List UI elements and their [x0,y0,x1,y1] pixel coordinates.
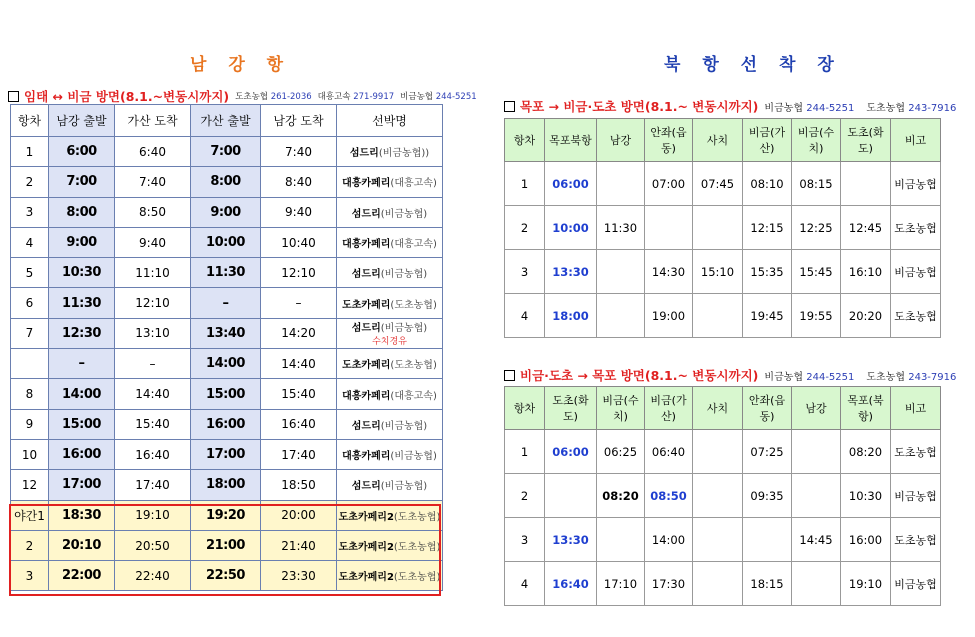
ship-operator: (대흥고속) [390,239,437,251]
header-cell: 도초(화도) [545,387,597,430]
table-row [505,294,941,338]
cell-c3: 13:40 [191,318,261,348]
ship-name: 도초카페리 [342,360,391,372]
cell-c2: 9:40 [115,227,191,257]
table-row [11,439,443,469]
table-row [505,474,941,518]
table-row [11,227,443,257]
table-row [505,250,941,294]
cell-c4: 14:20 [261,318,337,348]
bigeum-to-mokpo-table [504,386,941,606]
header-cell: 안좌(읍동) [645,119,693,162]
cell-c3: 22:50 [191,561,261,591]
cell-c3: 18:00 [191,470,261,500]
right-route-header-2 [504,366,956,384]
cell-c4: 23:30 [261,561,337,591]
cell-c2: 20:50 [115,530,191,560]
contact-bigeum: 비금농협 244-5251 [764,371,855,383]
table-row [11,349,443,379]
ship-operator: (대흥고속) [390,390,437,402]
ship-operator: (비금농협) [380,269,428,281]
ship-name: 도초카페리 [342,299,391,311]
cell-ship [337,379,443,409]
cell-c4: 8:40 [261,167,337,197]
table-cell: 07:45 [693,162,743,206]
header-ship-name: 선박명 [337,105,443,137]
table-cell: 06:00 [545,162,597,206]
table-cell [545,474,597,518]
header-voyage: 항차 [11,105,49,137]
contact-bigeum: 비금농협 244-5251 [764,102,855,114]
cell-c1: 15:00 [49,409,115,439]
table-cell [645,206,693,250]
cell-c4: 18:50 [261,470,337,500]
header-cell: 사치 [693,119,743,162]
table-cell [597,250,645,294]
contact-docho: 도초농협 243-7916 [866,102,957,114]
cell-no: 7 [11,318,49,348]
table-cell: 10:00 [545,206,597,250]
cell-c3: 21:00 [191,530,261,560]
header-cell: 사치 [693,387,743,430]
cell-no: 1 [11,137,49,167]
ship-operator: (비금농협) [380,420,428,432]
header-cell: 비금(가산) [645,387,693,430]
table-cell: 3 [505,250,545,294]
cell-ship [337,258,443,288]
cell-c3: 16:00 [191,409,261,439]
cell-c3: 8:00 [191,167,261,197]
left-page-title: 남 강 항 [190,55,292,75]
cell-c4: 21:40 [261,530,337,560]
cell-c2: 14:40 [115,379,191,409]
table-row [11,167,443,197]
cell-c4: 20:00 [261,500,337,530]
cell-ship [337,439,443,469]
table-cell: 08:20 [597,474,645,518]
ship-operator: (도초농협) [390,299,437,311]
ship-operator: (도초농협) [393,542,441,553]
table-cell: 1 [505,430,545,474]
cell-c2: 17:40 [115,470,191,500]
table-cell: 12:15 [743,206,792,250]
contact-doncho: 도초농협 261-2036 [235,92,312,102]
table-cell: 11:30 [597,206,645,250]
table-cell [597,294,645,338]
cell-c1: 11:30 [49,288,115,318]
ship-name: 섬드리 [351,208,381,220]
ship-name: 대흥카페리 [342,239,391,251]
ship-operator: (비금농협) [380,323,428,335]
table-cell: 17:30 [645,562,693,606]
table-cell: 18:15 [743,562,792,606]
table-row [11,137,443,167]
header-cell: 남강 [597,119,645,162]
table-cell [841,162,891,206]
table-cell: 12:45 [841,206,891,250]
checkbox-square-icon [8,91,19,102]
table-cell: 1 [505,162,545,206]
ship-name: 도초카페리2 [338,542,394,553]
ship-name: 대흥카페리 [342,390,391,402]
cell-c2: 7:40 [115,167,191,197]
cell-no: 3 [11,197,49,227]
table-cell [693,430,743,474]
table-row [505,518,941,562]
table-cell: 19:45 [743,294,792,338]
cell-c2: 13:10 [115,318,191,348]
ship-operator: (비금농협) [380,208,428,220]
header-gasan-arrive: 가산 도착 [115,105,191,137]
table-cell: 19:55 [792,294,841,338]
table-header-row [11,105,443,137]
contact-bigeum: 비금농협 244-5251 [400,92,477,102]
table-row [11,530,443,560]
table-cell: 비금농협 [891,162,941,206]
table-cell: 08:50 [645,474,693,518]
table-row [11,500,443,530]
table-cell: 06:25 [597,430,645,474]
cell-no: 2 [11,167,49,197]
cell-c4: 17:40 [261,439,337,469]
table-cell: 13:30 [545,250,597,294]
table-cell [792,562,841,606]
ship-name: 도초카페리2 [338,511,394,523]
table-cell: 4 [505,294,545,338]
header-cell: 도초(화도) [841,119,891,162]
table-row [505,562,941,606]
table-cell: 14:00 [645,518,693,562]
cell-c1: 6:00 [49,137,115,167]
table-cell: 13:30 [545,518,597,562]
cell-c3: – [191,288,261,318]
table-cell: 도초농협 [891,430,941,474]
cell-c2: 11:10 [115,258,191,288]
cell-ship [337,349,443,379]
right-route-label-1: 목포 → 비금·도초 방면(8.1.~ 변동시까지) [520,99,759,114]
cell-c1: 7:00 [49,167,115,197]
left-route-label: 임태 ↔ 비금 방면(8.1.~변동시까지) [24,89,230,104]
header-cell: 비고 [891,387,941,430]
cell-ship [337,530,443,560]
cell-c1: 22:00 [49,561,115,591]
cell-c3: 10:00 [191,227,261,257]
contact-docho: 도초농협 243-7916 [866,371,957,383]
cell-c3: 11:30 [191,258,261,288]
ship-name: 대흥카페리 [342,178,391,190]
header-cell: 비금(가산) [743,119,792,162]
ship-operator: (비금농협) [380,481,428,493]
table-cell: 도초농협 [891,518,941,562]
cell-no: 3 [11,561,49,591]
table-cell [693,518,743,562]
cell-c1: 8:00 [49,197,115,227]
table-cell: 06:40 [645,430,693,474]
table-cell: 19:00 [645,294,693,338]
header-cell: 안좌(읍동) [743,387,792,430]
table-cell: 14:45 [792,518,841,562]
table-cell: 08:20 [841,430,891,474]
cell-c4: 14:40 [261,349,337,379]
cell-c4: – [261,288,337,318]
table-cell: 도초농협 [891,294,941,338]
cell-no: 12 [11,470,49,500]
table-cell [792,430,841,474]
cell-ship [337,318,443,348]
table-header-row [505,387,941,430]
table-cell: 4 [505,562,545,606]
header-namgang-arrive: 남강 도착 [261,105,337,137]
header-namgang-depart: 남강 출발 [49,105,115,137]
cell-ship [337,470,443,500]
ship-name: 섬드리 [351,269,381,281]
table-row [11,288,443,318]
table-cell: 07:25 [743,430,792,474]
table-row [11,197,443,227]
cell-c3: 14:00 [191,349,261,379]
table-cell: 16:00 [841,518,891,562]
cell-no: 9 [11,409,49,439]
checkbox-square-icon [504,101,515,112]
table-header-row [505,119,941,162]
cell-ship [337,561,443,591]
ship-name: 섬드리 [351,420,381,432]
left-route-header [8,87,477,105]
header-cell: 비금(수치) [792,119,841,162]
header-gasan-depart: 가산 출발 [191,105,261,137]
right-route-label-2: 비금·도초 → 목포 방면(8.1.~ 변동시까지) [520,368,759,383]
ship-operator: (도초농협) [393,572,441,584]
table-row [11,318,443,348]
table-cell [693,562,743,606]
cell-c2: 12:10 [115,288,191,318]
table-cell: 15:10 [693,250,743,294]
table-cell: 15:35 [743,250,792,294]
ship-operator: (비금농협)) [378,148,430,160]
table-cell: 10:30 [841,474,891,518]
table-row [505,206,941,250]
table-cell: 도초농협 [891,206,941,250]
table-row [11,379,443,409]
table-row [11,470,443,500]
cell-c1: 14:00 [49,379,115,409]
header-cell: 목포(북항) [841,387,891,430]
cell-no: 5 [11,258,49,288]
table-cell: 18:00 [545,294,597,338]
cell-c1: 16:00 [49,439,115,469]
right-page-title: 북 항 선 착 장 [664,55,842,75]
cell-c2: 6:40 [115,137,191,167]
cell-ship [337,137,443,167]
cell-c4: 16:40 [261,409,337,439]
table-cell [693,474,743,518]
header-cell: 남강 [792,387,841,430]
table-cell: 07:00 [645,162,693,206]
cell-c4: 9:40 [261,197,337,227]
table-row [11,561,443,591]
cell-c1: 18:30 [49,500,115,530]
table-row [505,430,941,474]
cell-c3: 17:00 [191,439,261,469]
header-cell: 비고 [891,119,941,162]
table-cell: 3 [505,518,545,562]
cell-c1: 10:30 [49,258,115,288]
table-cell: 20:20 [841,294,891,338]
ship-name: 대흥카페리 [342,451,391,463]
cell-ship [337,500,443,530]
header-cell: 목포북항 [545,119,597,162]
table-cell [693,206,743,250]
cell-c2: 19:10 [115,500,191,530]
table-cell: 15:45 [792,250,841,294]
table-cell [597,518,645,562]
mokpo-to-bigeum-table [504,118,941,338]
header-cell: 항차 [505,119,545,162]
ship-operator: (비금농협) [390,451,437,463]
table-cell: 비금농협 [891,474,941,518]
table-cell: 2 [505,474,545,518]
cell-c4: 15:40 [261,379,337,409]
cell-ship [337,197,443,227]
cell-c2: 15:40 [115,409,191,439]
cell-no: 야간1 [11,500,49,530]
table-cell: 16:40 [545,562,597,606]
cell-c2: 8:50 [115,197,191,227]
cell-c1: 20:10 [49,530,115,560]
contact-daeheung: 대흥고속 271-9917 [317,92,395,102]
table-cell: 08:15 [792,162,841,206]
cell-c2: 16:40 [115,439,191,469]
table-cell: 14:30 [645,250,693,294]
ship-name: 섬드리 [351,323,381,335]
cell-c1: – [49,349,115,379]
cell-ship [337,288,443,318]
table-row [11,258,443,288]
table-cell [792,474,841,518]
table-cell: 12:25 [792,206,841,250]
cell-c1: 17:00 [49,470,115,500]
ship-name: 섬드리 [349,148,379,160]
cell-c1: 12:30 [49,318,115,348]
ship-operator: (도초농협) [393,511,441,523]
table-cell [693,294,743,338]
cell-no [11,349,49,379]
cell-ship [337,167,443,197]
header-cell: 항차 [505,387,545,430]
ship-name: 도초카페리2 [338,572,394,584]
checkbox-square-icon [504,370,515,381]
cell-c2: – [115,349,191,379]
cell-c3: 9:00 [191,197,261,227]
ship-operator: (대흥고속) [390,178,437,190]
cell-c1: 9:00 [49,227,115,257]
ship-operator: (도초농협) [390,360,437,372]
namgang-schedule-table [10,104,443,591]
cell-no: 8 [11,379,49,409]
cell-c4: 7:40 [261,137,337,167]
ship-name: 섬드리 [351,481,381,493]
table-cell: 비금농협 [891,250,941,294]
table-cell: 비금농협 [891,562,941,606]
cell-no: 6 [11,288,49,318]
table-row [505,162,941,206]
table-row [11,409,443,439]
right-route-header-1 [504,97,956,115]
cell-ship [337,227,443,257]
table-cell: 09:35 [743,474,792,518]
cell-c4: 10:40 [261,227,337,257]
table-cell: 2 [505,206,545,250]
table-cell: 17:10 [597,562,645,606]
table-cell: 08:10 [743,162,792,206]
route-note: 수치경유 [372,337,407,348]
cell-c3: 7:00 [191,137,261,167]
table-cell: 06:00 [545,430,597,474]
table-cell: 19:10 [841,562,891,606]
cell-no: 4 [11,227,49,257]
cell-c3: 19:20 [191,500,261,530]
table-cell [597,162,645,206]
cell-c3: 15:00 [191,379,261,409]
cell-no: 2 [11,530,49,560]
cell-c4: 12:10 [261,258,337,288]
header-cell: 비금(수치) [597,387,645,430]
cell-no: 10 [11,439,49,469]
table-cell [743,518,792,562]
cell-c2: 22:40 [115,561,191,591]
cell-ship [337,409,443,439]
table-cell: 16:10 [841,250,891,294]
